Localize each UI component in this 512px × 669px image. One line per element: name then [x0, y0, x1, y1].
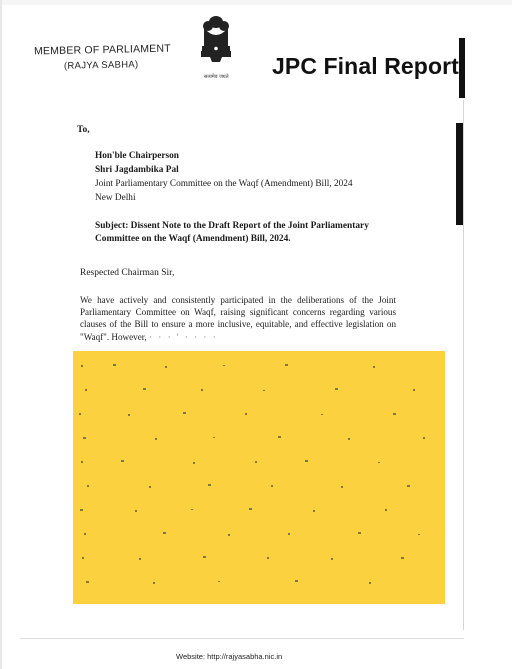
letter-subject: Subject: Dissent Note to the Draft Report of the Joint Parliamentary Committee on the Waqf (Amendment) Bill, 2024. [95, 221, 369, 244]
recipient-line: Joint Parliamentary Committee on the Waqf (Amendment) Bill, 2024 [95, 179, 353, 189]
emblem-motto: सत्यमेव जयते [204, 74, 229, 80]
scan-edge-shadow [459, 38, 465, 98]
redaction-block [73, 351, 445, 604]
recipient-line: New Delhi [95, 193, 136, 203]
national-emblem-icon [196, 12, 236, 72]
recipient-line: Shri Jagdambika Pal [95, 165, 179, 175]
letter-paragraph [80, 294, 396, 343]
left-edge [0, 0, 2, 669]
recipient-line: Hon'ble Chairperson [95, 151, 179, 161]
faded-text: · · · ' · · · · [148, 331, 218, 342]
salutation: Respected Chairman Sir, [80, 268, 175, 278]
report-title: JPC Final Report [272, 53, 459, 79]
top-border [0, 0, 512, 5]
paragraph-text: We have actively and consistently participated in the deliberations of the Joint Parliamentary Committee on Waqf, raising significant concerns regarding various clauses of the Bill to ensure a more inclusive, equitable, and effective legislation on "Waqf". However, [80, 295, 396, 342]
letterhead-title: MEMBER OF PARLIAMENT [33, 42, 171, 58]
footer-website: Website: http://rajyasabha.nic.in [176, 652, 283, 661]
page-edge [463, 100, 464, 630]
footer-divider [20, 638, 464, 639]
letterhead-subtitle: (RAJYA SABHA) [63, 59, 139, 72]
redacted-text-traces [73, 351, 445, 604]
letter-to: To, [77, 125, 90, 135]
